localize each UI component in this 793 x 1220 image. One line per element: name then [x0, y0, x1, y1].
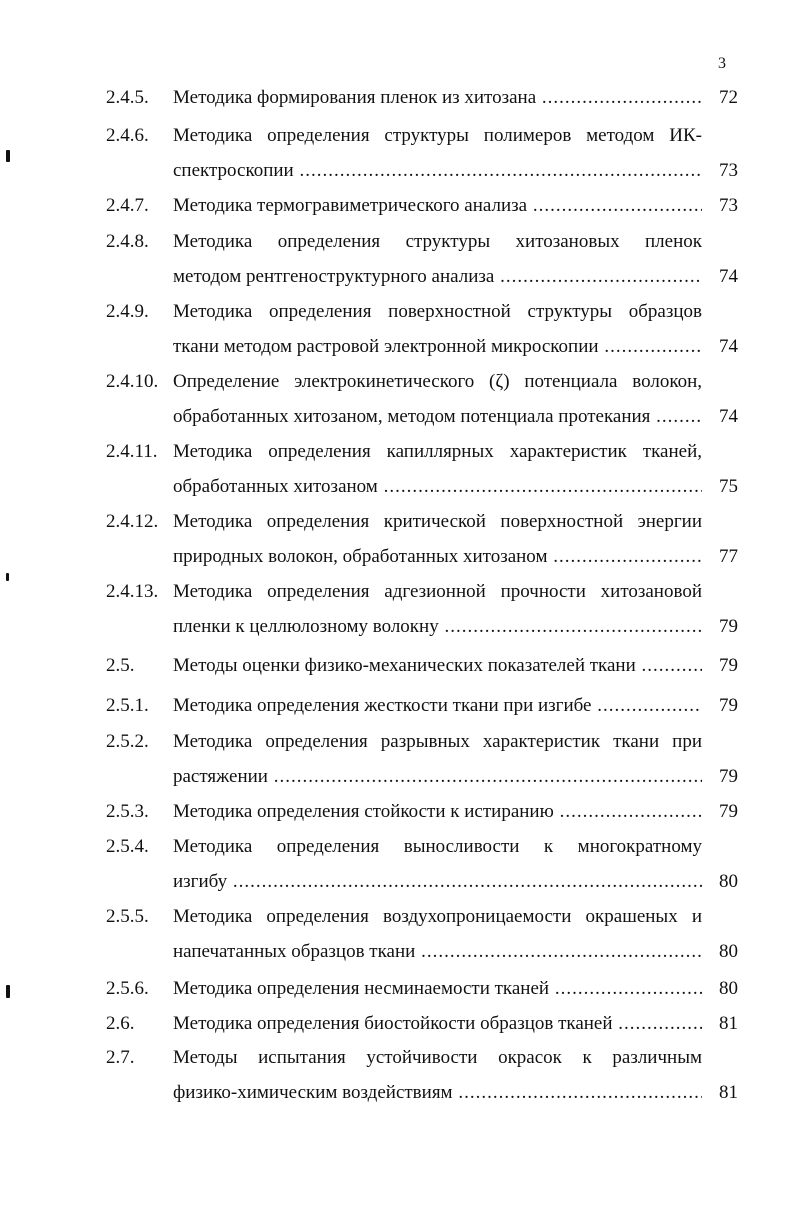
page-number: 3	[718, 55, 726, 72]
toc-title-continuation: растяжении .....	[173, 759, 702, 794]
toc-number: 2.4.13.	[106, 581, 159, 602]
toc-title: Методы испытания устойчивости окрасок к различным	[173, 1047, 702, 1068]
toc-number: 2.4.6.	[106, 125, 149, 146]
toc-page: 77	[719, 546, 738, 567]
toc-number: 2.5.6.	[106, 978, 149, 999]
toc-title: Методика определения жесткости ткани при изгибе .....	[173, 688, 702, 723]
toc-page: 72	[719, 87, 738, 108]
toc-page: 74	[719, 336, 738, 357]
toc-number: 2.6.	[106, 1013, 135, 1034]
toc-title: Методика определения адгезионной прочности хитозановой	[173, 581, 702, 602]
toc-page: 75	[719, 476, 738, 497]
toc-title: Определение электрокинетического (ζ) потенциала волокон,	[173, 371, 702, 392]
toc-title-continuation: обработанных хитозаном .....	[173, 469, 702, 504]
toc-number: 2.4.9.	[106, 301, 149, 322]
toc-title: Методика определения стойкости к истиранию .....	[173, 794, 702, 829]
toc-page: 73	[719, 160, 738, 181]
toc-page: 74	[719, 406, 738, 427]
toc-title: Методика определения поверхностной структуры образцов	[173, 301, 702, 322]
toc-number: 2.4.10.	[106, 371, 159, 392]
scan-mark	[6, 150, 10, 162]
toc-title-continuation: физико-химическим воздействиям .....	[173, 1075, 702, 1110]
toc-title: Методика формирования пленок из хитозана .....	[173, 80, 702, 115]
toc-page: 79	[719, 655, 738, 676]
toc-page: 73	[719, 195, 738, 216]
toc-title-continuation: спектроскопии .....	[173, 153, 702, 188]
toc-title-continuation: напечатанных образцов ткани .....	[173, 934, 702, 969]
toc-number: 2.5.3.	[106, 801, 149, 822]
toc-number: 2.4.11.	[106, 441, 158, 462]
toc-title: Методика определения несминаемости тканей .....	[173, 971, 702, 1006]
toc-number: 2.5.4.	[106, 836, 149, 857]
toc-title: Методика определения структуры хитозановых пленок	[173, 231, 702, 252]
toc-page: 80	[719, 871, 738, 892]
toc-title: Методы оценки физико-механических показателей ткани .....	[173, 648, 702, 683]
toc-number: 2.4.7.	[106, 195, 149, 216]
toc-number: 2.7.	[106, 1047, 135, 1068]
toc-title-continuation: ткани методом растровой электронной микроскопии .....	[173, 329, 702, 364]
scan-mark	[6, 985, 10, 998]
toc-number: 2.5.2.	[106, 731, 149, 752]
toc-title: Методика определения структуры полимеров методом ИК-	[173, 125, 702, 146]
toc-title: Методика термогравиметрического анализа .....	[173, 188, 702, 223]
toc-number: 2.4.12.	[106, 511, 159, 532]
toc-page: 79	[719, 766, 738, 787]
toc-page: 79	[719, 616, 738, 637]
toc-page: 79	[719, 801, 738, 822]
toc-number: 2.5.5.	[106, 906, 149, 927]
toc-title-continuation: методом рентгеноструктурного анализа .....	[173, 259, 702, 294]
toc-title: Методика определения биостойкости образцов тканей .....	[173, 1006, 702, 1041]
toc-page: 80	[719, 941, 738, 962]
toc-title-continuation: природных волокон, обработанных хитозаном .....	[173, 539, 702, 574]
toc-page: 79	[719, 695, 738, 716]
toc-title-continuation: изгибу .....	[173, 864, 702, 899]
toc-title: Методика определения разрывных характеристик ткани при	[173, 731, 702, 752]
toc-title: Методика определения критической поверхностной энергии	[173, 511, 702, 532]
toc-title: Методика определения выносливости к многократному	[173, 836, 702, 857]
toc-title-continuation: обработанных хитозаном, методом потенциала протекания .....	[173, 399, 702, 434]
toc-number: 2.4.5.	[106, 87, 149, 108]
toc-page: 74	[719, 266, 738, 287]
toc-title: Методика определения капиллярных характеристик тканей,	[173, 441, 702, 462]
scan-mark	[6, 573, 9, 581]
toc-page: 80	[719, 978, 738, 999]
toc-page: 81	[719, 1082, 738, 1103]
toc-title-continuation: пленки к целлюлозному волокну .....	[173, 609, 702, 644]
toc-page: 81	[719, 1013, 738, 1034]
toc-number: 2.4.8.	[106, 231, 149, 252]
toc-number: 2.5.1.	[106, 695, 149, 716]
toc-title: Методика определения воздухопроницаемости окрашеных и	[173, 906, 702, 927]
toc-number: 2.5.	[106, 655, 135, 676]
